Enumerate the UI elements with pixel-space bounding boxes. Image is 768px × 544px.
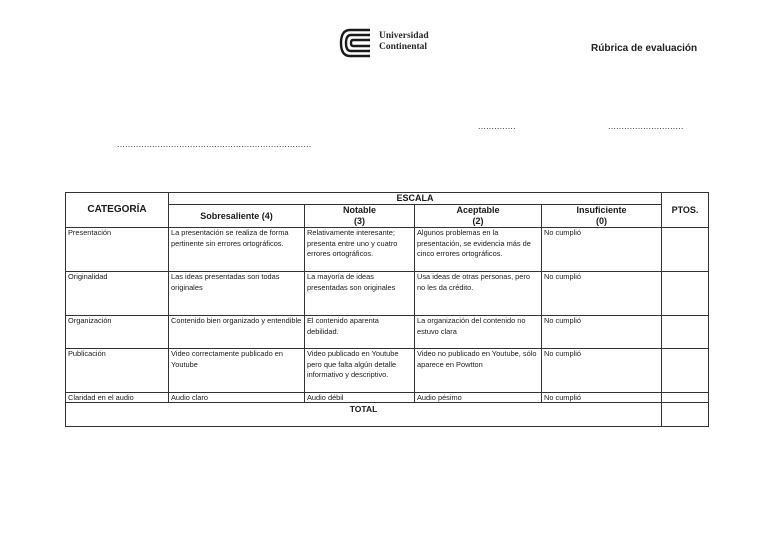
- level-score: (2): [472, 216, 484, 226]
- level-header: [415, 205, 542, 228]
- criterion-cell: Contenido bien organizado y entendible: [169, 316, 305, 349]
- level-header: [169, 205, 305, 228]
- continental-logo-icon: [338, 28, 374, 58]
- criterion-cell: Video publicado en Youtube pero que falta algún detalle informativo y descriptivo.: [305, 349, 415, 393]
- table-row: [66, 349, 709, 393]
- fill-in-line-a: ..............: [478, 121, 516, 131]
- criterion-cell: La presentación se realiza de forma pertinente sin errores ortográficos.: [169, 228, 305, 272]
- table-row: [66, 393, 709, 403]
- table-row: [66, 272, 709, 316]
- total-points-cell[interactable]: [662, 403, 709, 427]
- criterion-cell: La mayoría de ideas presentadas son originales: [305, 272, 415, 316]
- points-cell[interactable]: [662, 349, 709, 393]
- points-cell[interactable]: [662, 393, 709, 403]
- fill-in-line-b: ............................: [608, 121, 684, 131]
- points-cell[interactable]: [662, 316, 709, 349]
- criterion-cell: No cumplió: [542, 272, 662, 316]
- header-row-1: [66, 193, 709, 205]
- criterion-cell: Usa ideas de otras personas, pero no les da crédito.: [415, 272, 542, 316]
- level-score: (3): [354, 216, 365, 226]
- category-cell: Presentación: [66, 228, 169, 272]
- logo-text-line1: Universidad: [379, 31, 429, 41]
- level-score: (0): [596, 216, 607, 226]
- category-cell: Claridad en el audio: [66, 393, 169, 403]
- criterion-cell: No cumplió: [542, 349, 662, 393]
- level-name: Sobresaliente (4): [200, 210, 273, 221]
- category-header: CATEGORÍA: [66, 193, 169, 228]
- total-row: [66, 403, 709, 427]
- table-row: [66, 228, 709, 272]
- total-label: TOTAL: [66, 403, 662, 427]
- criterion-cell: Audio débil: [305, 393, 415, 403]
- criterion-cell: No cumplió: [542, 316, 662, 349]
- level-name: Aceptable: [456, 205, 500, 215]
- criterion-cell: No cumplió: [542, 228, 662, 272]
- criterion-cell: La organización del contenido no estuvo clara: [415, 316, 542, 349]
- criterion-cell: Las ideas presentadas son todas originales: [169, 272, 305, 316]
- scale-header: ESCALA: [169, 193, 662, 205]
- level-name: Insuficiente: [576, 205, 627, 215]
- criterion-cell: Audio claro: [169, 393, 305, 403]
- category-cell: Publicación: [66, 349, 169, 393]
- criterion-cell: Video correctamente publicado en Youtube: [169, 349, 305, 393]
- fill-in-line-c: ........................................................................: [117, 139, 312, 149]
- points-header: PTOS.: [662, 193, 709, 228]
- category-cell: Organización: [66, 316, 169, 349]
- criterion-cell: Relativamente interesante; presenta entre uno y cuatro errores ortográficos.: [305, 228, 415, 272]
- criterion-cell: Audio pésimo: [415, 393, 542, 403]
- logo-text-line2: Continental: [379, 42, 428, 52]
- level-name: Notable: [342, 205, 376, 215]
- rubric-table: [65, 192, 709, 427]
- criterion-cell: No cumplió: [542, 393, 662, 403]
- points-cell[interactable]: [662, 272, 709, 316]
- criterion-cell: Video no publicado en Youtube, sólo aparece en Powtton: [415, 349, 542, 393]
- university-logo: [338, 28, 438, 58]
- table-row: [66, 316, 709, 349]
- category-cell: Originalidad: [66, 272, 169, 316]
- level-header: [305, 205, 415, 228]
- document-title: Rúbrica de evaluación: [591, 43, 698, 54]
- criterion-cell: Algunos problemas en la presentación, se evidencia más de cinco errores ortográficos.: [415, 228, 542, 272]
- level-header: [542, 205, 662, 228]
- points-cell[interactable]: [662, 228, 709, 272]
- criterion-cell: El contenido aparenta debilidad.: [305, 316, 415, 349]
